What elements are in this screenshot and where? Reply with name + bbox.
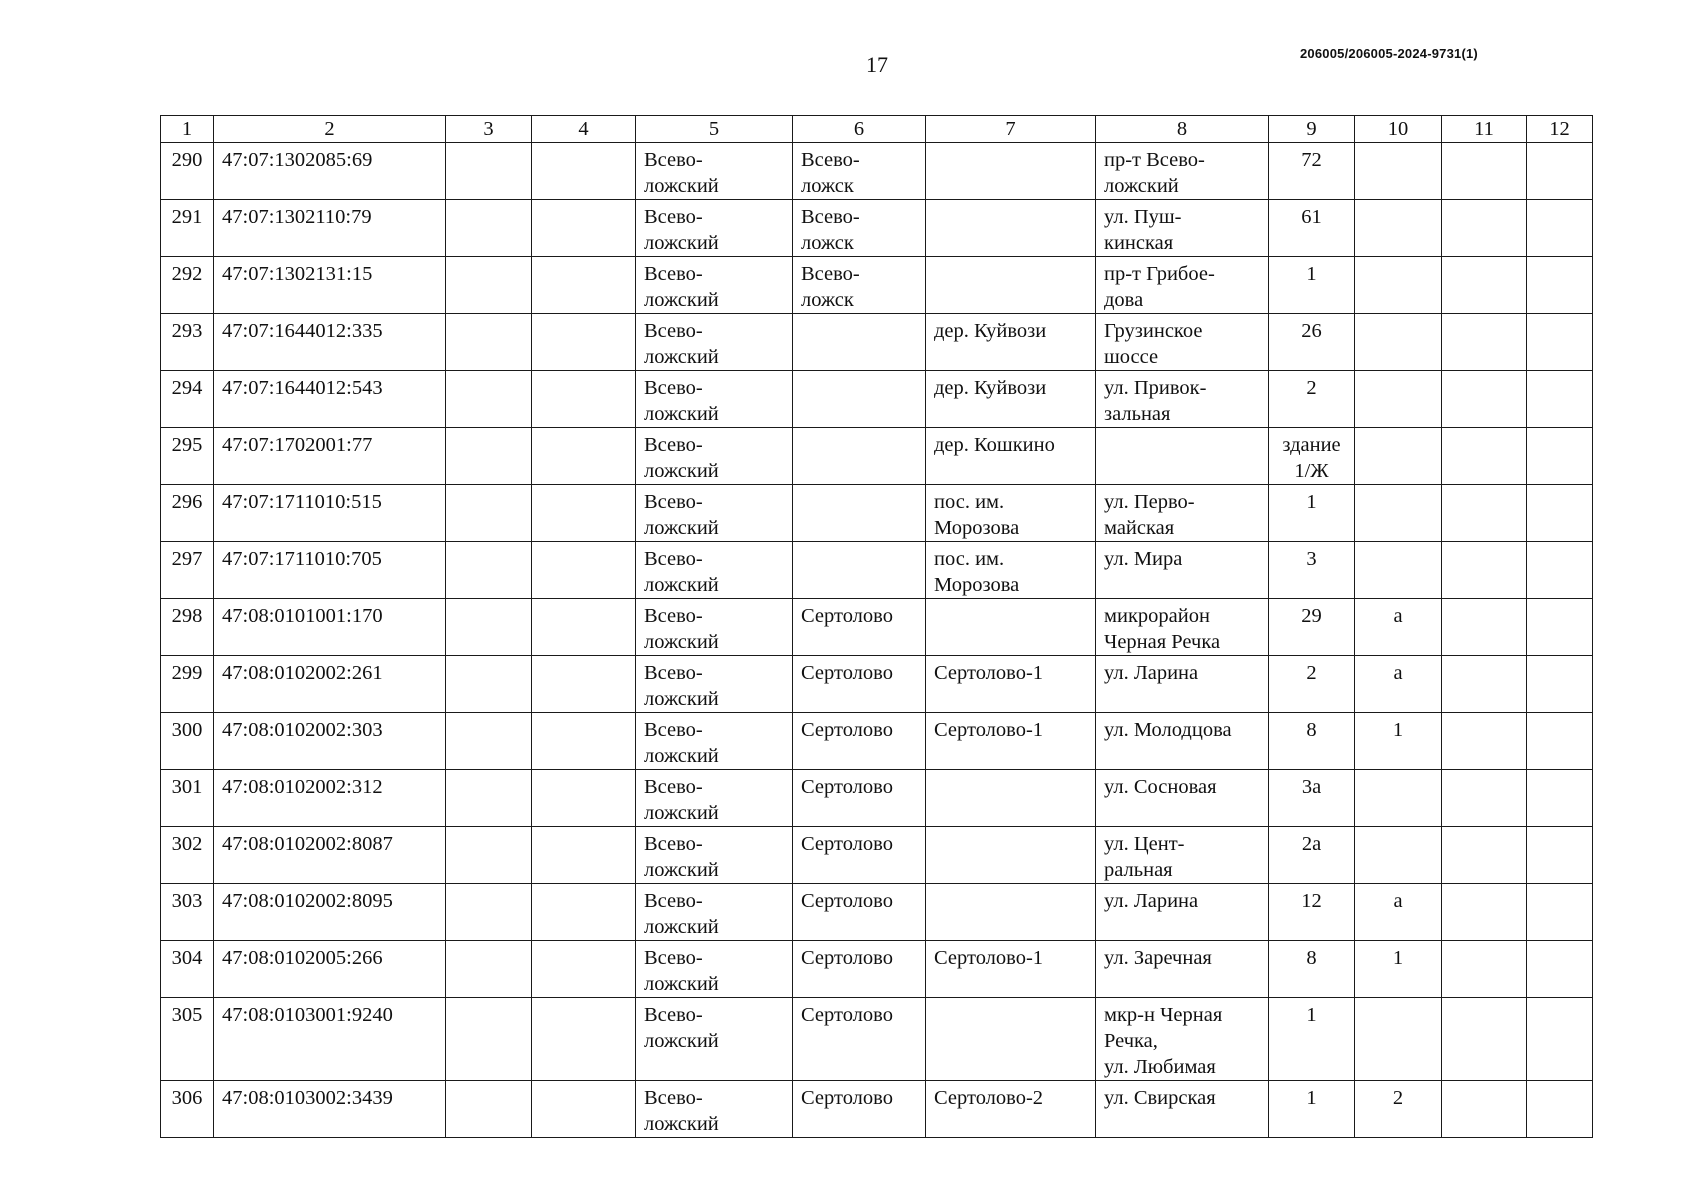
- cell-col12: [1527, 998, 1593, 1081]
- row-number: 302: [161, 827, 214, 884]
- cell-col3: [446, 143, 532, 200]
- table-row: [161, 257, 1593, 314]
- cell-col4: [532, 998, 636, 1081]
- cadastral-number: 47:08:0102002:261: [214, 656, 446, 713]
- district: Всево- ложский: [636, 998, 793, 1081]
- cell-col12: [1527, 200, 1593, 257]
- district: Всево- ложский: [636, 1081, 793, 1138]
- district: Всево- ложский: [636, 428, 793, 485]
- cadastral-number: 47:07:1702001:77: [214, 428, 446, 485]
- cell-col3: [446, 827, 532, 884]
- district: Всево- ложский: [636, 542, 793, 599]
- cadastral-number: 47:07:1644012:335: [214, 314, 446, 371]
- cell-col3: [446, 941, 532, 998]
- settlement: [926, 257, 1096, 314]
- city: [793, 371, 926, 428]
- settlement: дер. Куйвози: [926, 314, 1096, 371]
- cell-col11: [1442, 656, 1527, 713]
- district: Всево- ложский: [636, 827, 793, 884]
- table-row: [161, 143, 1593, 200]
- cell-col4: [532, 599, 636, 656]
- column-header-9: 9: [1269, 116, 1355, 143]
- district: Всево- ложский: [636, 200, 793, 257]
- row-number: 293: [161, 314, 214, 371]
- cell-col3: [446, 200, 532, 257]
- street: пр-т Грибое- дова: [1096, 257, 1269, 314]
- row-number: 306: [161, 1081, 214, 1138]
- building: [1355, 428, 1442, 485]
- cadastral-number: 47:08:0102002:8095: [214, 884, 446, 941]
- city: Всево- ложск: [793, 257, 926, 314]
- street: ул. Свирская: [1096, 1081, 1269, 1138]
- cell-col12: [1527, 542, 1593, 599]
- table-row: [161, 941, 1593, 998]
- settlement: пос. им. Морозова: [926, 485, 1096, 542]
- cell-col3: [446, 998, 532, 1081]
- cadastral-number: 47:08:0103001:9240: [214, 998, 446, 1081]
- building: 1: [1355, 941, 1442, 998]
- cadastral-number: 47:08:0101001:170: [214, 599, 446, 656]
- cell-col12: [1527, 713, 1593, 770]
- house-number: 1: [1269, 998, 1355, 1081]
- settlement: [926, 770, 1096, 827]
- table-row: [161, 200, 1593, 257]
- house-number: 3а: [1269, 770, 1355, 827]
- settlement: Сертолово-1: [926, 656, 1096, 713]
- district: Всево- ложский: [636, 713, 793, 770]
- row-number: 292: [161, 257, 214, 314]
- building: [1355, 827, 1442, 884]
- house-number: 29: [1269, 599, 1355, 656]
- cell-col4: [532, 941, 636, 998]
- table-row: [161, 428, 1593, 485]
- house-number: 3: [1269, 542, 1355, 599]
- house-number: 8: [1269, 713, 1355, 770]
- table-row: [161, 1081, 1593, 1138]
- cell-col11: [1442, 941, 1527, 998]
- street: ул. Молодцова: [1096, 713, 1269, 770]
- house-number: 2: [1269, 371, 1355, 428]
- table-row: [161, 485, 1593, 542]
- cell-col12: [1527, 941, 1593, 998]
- cell-col11: [1442, 257, 1527, 314]
- cell-col12: [1527, 314, 1593, 371]
- settlement: дер. Куйвози: [926, 371, 1096, 428]
- column-header-7: 7: [926, 116, 1096, 143]
- city: Сертолово: [793, 599, 926, 656]
- cadastral-number: 47:07:1711010:515: [214, 485, 446, 542]
- cadastral-number: 47:07:1644012:543: [214, 371, 446, 428]
- cell-col4: [532, 428, 636, 485]
- column-header-5: 5: [636, 116, 793, 143]
- district: Всево- ложский: [636, 884, 793, 941]
- cadastral-number: 47:07:1711010:705: [214, 542, 446, 599]
- row-number: 305: [161, 998, 214, 1081]
- cell-col4: [532, 884, 636, 941]
- house-number: 2а: [1269, 827, 1355, 884]
- table-header: [161, 116, 1593, 143]
- city: Всево- ложск: [793, 200, 926, 257]
- city: Сертолово: [793, 656, 926, 713]
- cell-col4: [532, 371, 636, 428]
- cell-col11: [1442, 713, 1527, 770]
- cell-col4: [532, 314, 636, 371]
- house-number: 1: [1269, 257, 1355, 314]
- cell-col4: [532, 827, 636, 884]
- house-number: 1: [1269, 485, 1355, 542]
- cell-col11: [1442, 200, 1527, 257]
- cell-col11: [1442, 998, 1527, 1081]
- column-header-10: 10: [1355, 116, 1442, 143]
- registry-table: [160, 115, 1593, 1138]
- row-number: 290: [161, 143, 214, 200]
- cell-col3: [446, 1081, 532, 1138]
- cell-col4: [532, 200, 636, 257]
- city: Сертолово: [793, 941, 926, 998]
- cadastral-number: 47:07:1302085:69: [214, 143, 446, 200]
- cell-col4: [532, 656, 636, 713]
- city: Сертолово: [793, 884, 926, 941]
- cell-col11: [1442, 884, 1527, 941]
- column-header-2: 2: [214, 116, 446, 143]
- cell-col4: [532, 713, 636, 770]
- table-row: [161, 542, 1593, 599]
- table-body: [161, 143, 1593, 1138]
- row-number: 291: [161, 200, 214, 257]
- district: Всево- ложский: [636, 656, 793, 713]
- settlement: Сертолово-2: [926, 1081, 1096, 1138]
- column-header-11: 11: [1442, 116, 1527, 143]
- street: [1096, 428, 1269, 485]
- cell-col11: [1442, 770, 1527, 827]
- street: ул. Мира: [1096, 542, 1269, 599]
- building: 1: [1355, 713, 1442, 770]
- cell-col12: [1527, 884, 1593, 941]
- house-number: 2: [1269, 656, 1355, 713]
- city: Сертолово: [793, 713, 926, 770]
- city: Всево- ложск: [793, 143, 926, 200]
- street: Грузинское шоссе: [1096, 314, 1269, 371]
- building: [1355, 200, 1442, 257]
- settlement: пос. им. Морозова: [926, 542, 1096, 599]
- page-number: 17: [866, 52, 888, 77]
- cell-col3: [446, 428, 532, 485]
- cell-col12: [1527, 827, 1593, 884]
- table-row: [161, 770, 1593, 827]
- building: [1355, 998, 1442, 1081]
- district: Всево- ложский: [636, 485, 793, 542]
- settlement: [926, 200, 1096, 257]
- row-number: 294: [161, 371, 214, 428]
- building: [1355, 770, 1442, 827]
- district: Всево- ложский: [636, 371, 793, 428]
- building: [1355, 143, 1442, 200]
- street: ул. Ларина: [1096, 884, 1269, 941]
- cell-col3: [446, 485, 532, 542]
- cell-col4: [532, 143, 636, 200]
- row-number: 297: [161, 542, 214, 599]
- cell-col4: [532, 542, 636, 599]
- cell-col11: [1442, 599, 1527, 656]
- table-row: [161, 371, 1593, 428]
- district: Всево- ложский: [636, 599, 793, 656]
- table-row: [161, 827, 1593, 884]
- street: ул. Сосновая: [1096, 770, 1269, 827]
- settlement: Сертолово-1: [926, 941, 1096, 998]
- cell-col12: [1527, 428, 1593, 485]
- row-number: 303: [161, 884, 214, 941]
- cell-col4: [532, 257, 636, 314]
- city: Сертолово: [793, 998, 926, 1081]
- district: Всево- ложский: [636, 314, 793, 371]
- cell-col11: [1442, 485, 1527, 542]
- cell-col11: [1442, 428, 1527, 485]
- house-number: 12: [1269, 884, 1355, 941]
- cell-col11: [1442, 371, 1527, 428]
- table-row: [161, 656, 1593, 713]
- cell-col3: [446, 314, 532, 371]
- column-header-3: 3: [446, 116, 532, 143]
- cell-col3: [446, 371, 532, 428]
- cell-col3: [446, 770, 532, 827]
- cell-col11: [1442, 143, 1527, 200]
- column-header-1: 1: [161, 116, 214, 143]
- street: пр-т Всево- ложский: [1096, 143, 1269, 200]
- column-header-6: 6: [793, 116, 926, 143]
- city: [793, 542, 926, 599]
- street: ул. Привок- зальная: [1096, 371, 1269, 428]
- cell-col4: [532, 770, 636, 827]
- document-reference: 206005/206005-2024-9731(1): [1300, 46, 1478, 61]
- cell-col3: [446, 599, 532, 656]
- cell-col11: [1442, 827, 1527, 884]
- building: [1355, 257, 1442, 314]
- house-number: 61: [1269, 200, 1355, 257]
- cell-col12: [1527, 656, 1593, 713]
- street: ул. Цент- ральная: [1096, 827, 1269, 884]
- district: Всево- ложский: [636, 941, 793, 998]
- cell-col12: [1527, 599, 1593, 656]
- cadastral-number: 47:08:0102002:8087: [214, 827, 446, 884]
- city: Сертолово: [793, 827, 926, 884]
- header-row: [161, 116, 1593, 143]
- table-row: [161, 713, 1593, 770]
- city: Сертолово: [793, 770, 926, 827]
- column-header-8: 8: [1096, 116, 1269, 143]
- street: микрорайон Черная Речка: [1096, 599, 1269, 656]
- district: Всево- ложский: [636, 143, 793, 200]
- cell-col11: [1442, 542, 1527, 599]
- settlement: [926, 827, 1096, 884]
- table-row: [161, 599, 1593, 656]
- city: Сертолово: [793, 1081, 926, 1138]
- house-number: здание 1/Ж: [1269, 428, 1355, 485]
- row-number: 296: [161, 485, 214, 542]
- cell-col12: [1527, 1081, 1593, 1138]
- cell-col12: [1527, 485, 1593, 542]
- building: [1355, 485, 1442, 542]
- building: 2: [1355, 1081, 1442, 1138]
- table-row: [161, 314, 1593, 371]
- cell-col3: [446, 713, 532, 770]
- house-number: 72: [1269, 143, 1355, 200]
- cell-col12: [1527, 143, 1593, 200]
- cadastral-number: 47:07:1302110:79: [214, 200, 446, 257]
- cell-col3: [446, 884, 532, 941]
- row-number: 304: [161, 941, 214, 998]
- house-number: 1: [1269, 1081, 1355, 1138]
- building: а: [1355, 599, 1442, 656]
- building: а: [1355, 884, 1442, 941]
- settlement: [926, 998, 1096, 1081]
- cell-col12: [1527, 770, 1593, 827]
- cadastral-number: 47:08:0102002:312: [214, 770, 446, 827]
- column-header-4: 4: [532, 116, 636, 143]
- building: [1355, 371, 1442, 428]
- row-number: 295: [161, 428, 214, 485]
- city: [793, 485, 926, 542]
- district: Всево- ложский: [636, 257, 793, 314]
- cell-col12: [1527, 371, 1593, 428]
- street: ул. Перво- майская: [1096, 485, 1269, 542]
- row-number: 299: [161, 656, 214, 713]
- house-number: 26: [1269, 314, 1355, 371]
- table-row: [161, 884, 1593, 941]
- street: мкр-н Черная Речка, ул. Любимая: [1096, 998, 1269, 1081]
- street: ул. Пуш- кинская: [1096, 200, 1269, 257]
- building: [1355, 542, 1442, 599]
- cell-col12: [1527, 257, 1593, 314]
- building: [1355, 314, 1442, 371]
- settlement: [926, 599, 1096, 656]
- settlement: дер. Кошкино: [926, 428, 1096, 485]
- row-number: 301: [161, 770, 214, 827]
- building: а: [1355, 656, 1442, 713]
- cell-col4: [532, 1081, 636, 1138]
- cell-col3: [446, 257, 532, 314]
- city: [793, 314, 926, 371]
- cadastral-number: 47:08:0103002:3439: [214, 1081, 446, 1138]
- row-number: 300: [161, 713, 214, 770]
- cell-col3: [446, 542, 532, 599]
- cell-col11: [1442, 1081, 1527, 1138]
- street: ул. Ларина: [1096, 656, 1269, 713]
- settlement: [926, 143, 1096, 200]
- cell-col3: [446, 656, 532, 713]
- row-number: 298: [161, 599, 214, 656]
- settlement: [926, 884, 1096, 941]
- cadastral-number: 47:07:1302131:15: [214, 257, 446, 314]
- cadastral-number: 47:08:0102002:303: [214, 713, 446, 770]
- city: [793, 428, 926, 485]
- settlement: Сертолово-1: [926, 713, 1096, 770]
- house-number: 8: [1269, 941, 1355, 998]
- cell-col11: [1442, 314, 1527, 371]
- cadastral-number: 47:08:0102005:266: [214, 941, 446, 998]
- cell-col4: [532, 485, 636, 542]
- street: ул. Заречная: [1096, 941, 1269, 998]
- table-row: [161, 998, 1593, 1081]
- district: Всево- ложский: [636, 770, 793, 827]
- column-header-12: 12: [1527, 116, 1593, 143]
